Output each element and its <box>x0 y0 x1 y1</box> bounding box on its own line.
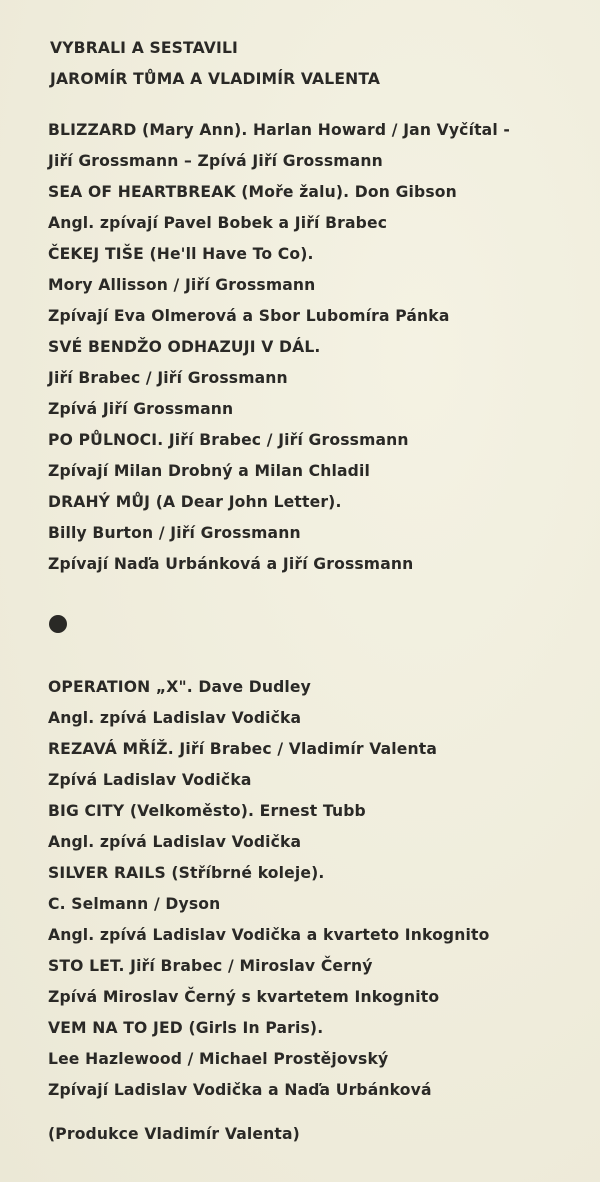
track-line: Mory Allisson / Jiří Grossmann <box>48 276 316 294</box>
track-line: STO LET. Jiří Brabec / Miroslav Černý <box>48 957 373 975</box>
credit-line: JAROMÍR TŮMA A VLADIMÍR VALENTA <box>50 70 381 88</box>
track-line: Jiří Grossmann – Zpívá Jiří Grossmann <box>48 152 383 170</box>
track-line: Angl. zpívá Ladislav Vodička <box>48 709 302 727</box>
track-line: ČEKEJ TIŠE (He'll Have To Co). <box>48 245 314 263</box>
credit-line: VYBRALI A SESTAVILI <box>50 39 238 57</box>
track-line: PO PŮLNOCI. Jiří Brabec / Jiří Grossmann <box>48 431 409 449</box>
track-line: Jiří Brabec / Jiří Grossmann <box>48 369 288 387</box>
track-line: OPERATION „X". Dave Dudley <box>48 678 311 696</box>
track-line: C. Selmann / Dyson <box>48 895 221 913</box>
track-line: Zpívají Naďa Urbánková a Jiří Grossmann <box>48 555 414 573</box>
track-line: Zpívají Eva Olmerová a Sbor Lubomíra Pánka <box>48 307 450 325</box>
track-line: Zpívají Milan Drobný a Milan Chladil <box>48 462 370 480</box>
track-line: BLIZZARD (Mary Ann). Harlan Howard / Jan Vyčítal - <box>48 121 511 139</box>
track-line: VEM NA TO JED (Girls In Paris). <box>48 1019 324 1037</box>
track-line: Zpívají Ladislav Vodička a Naďa Urbánková <box>48 1081 432 1099</box>
track-line: Zpívá Jiří Grossmann <box>48 400 234 418</box>
track-line: Zpívá Ladislav Vodička <box>48 771 252 789</box>
side-separator-bullet <box>49 615 67 633</box>
track-line: Angl. zpívá Ladislav Vodička a kvarteto Inkognito <box>48 926 490 944</box>
track-line: Lee Hazlewood / Michael Prostějovský <box>48 1050 389 1068</box>
track-line: REZAVÁ MŘÍŽ. Jiří Brabec / Vladimír Valenta <box>48 740 438 758</box>
track-line: Zpívá Miroslav Černý s kvartetem Inkognito <box>48 988 440 1006</box>
track-line: SEA OF HEARTBREAK (Moře žalu). Don Gibson <box>48 183 457 201</box>
track-line: SILVER RAILS (Stříbrné koleje). <box>48 864 325 882</box>
track-line: SVÉ BENDŽO ODHAZUJI V DÁL. <box>48 338 321 356</box>
track-line: Angl. zpívají Pavel Bobek a Jiří Brabec <box>48 214 388 232</box>
track-line: DRAHÝ MŮJ (A Dear John Letter). <box>48 493 342 511</box>
production-credit: (Produkce Vladimír Valenta) <box>48 1125 300 1143</box>
track-line: Angl. zpívá Ladislav Vodička <box>48 833 302 851</box>
track-line: Billy Burton / Jiří Grossmann <box>48 524 301 542</box>
track-line: BIG CITY (Velkoměsto). Ernest Tubb <box>48 802 366 820</box>
